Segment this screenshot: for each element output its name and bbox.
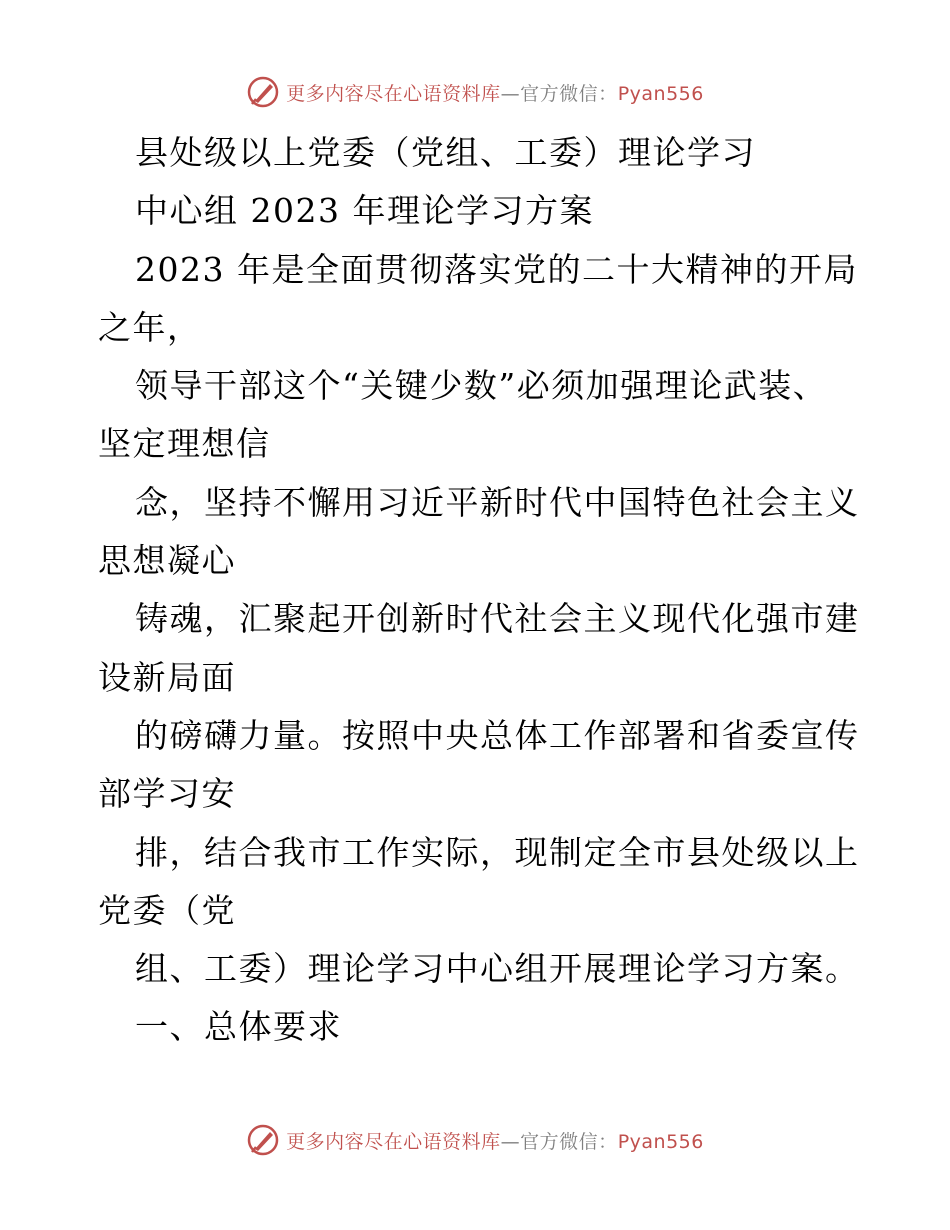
paragraph-line: 的磅礴力量。按照中央总体工作部署和省委宣传 [135, 715, 860, 755]
section-heading: 一、总体要求 [135, 1007, 342, 1047]
header-watermark [0, 72, 950, 112]
paragraph-line: 设新局面 [98, 657, 236, 697]
watermark-text: 更多内容尽在心语资料库—官方微信：Pyan556 [286, 82, 704, 105]
paragraph-line: 组、工委）理论学习中心组开展理论学习方案。 [135, 949, 860, 989]
watermark-text: 更多内容尽在心语资料库—官方微信：Pyan556 [286, 1130, 704, 1153]
paragraph-line: 铸魂，汇聚起开创新时代社会主义现代化强市建 [135, 599, 860, 639]
paragraph-line: 念，坚持不懈用习近平新时代中国特色社会主义 [135, 482, 860, 522]
paragraph-line: 坚定理想信 [98, 424, 271, 464]
footer-watermark [0, 1120, 950, 1160]
doc-title-line-1: 县处级以上党委（党组、工委）理论学习 [135, 133, 756, 172]
quill-pen-logo-icon [246, 75, 280, 109]
paragraph-line: 领导干部这个“关键少数”必须加强理论武装、 [135, 366, 828, 406]
paragraph-line: 2023 年是全面贯彻落实党的二十大精神的开局 [135, 249, 858, 289]
document-body [98, 124, 868, 1057]
doc-title-line-2: 中心组 2023 年理论学习方案 [135, 191, 594, 231]
paragraph-line: 思想凝心 [98, 541, 236, 581]
quill-pen-logo-icon [246, 1123, 280, 1157]
paragraph-line: 之年， [98, 307, 202, 347]
paragraph-line: 党委（党 [98, 890, 236, 930]
paragraph-line: 部学习安 [98, 774, 236, 814]
paragraph-line: 排，结合我市工作实际，现制定全市县处级以上 [135, 832, 860, 872]
